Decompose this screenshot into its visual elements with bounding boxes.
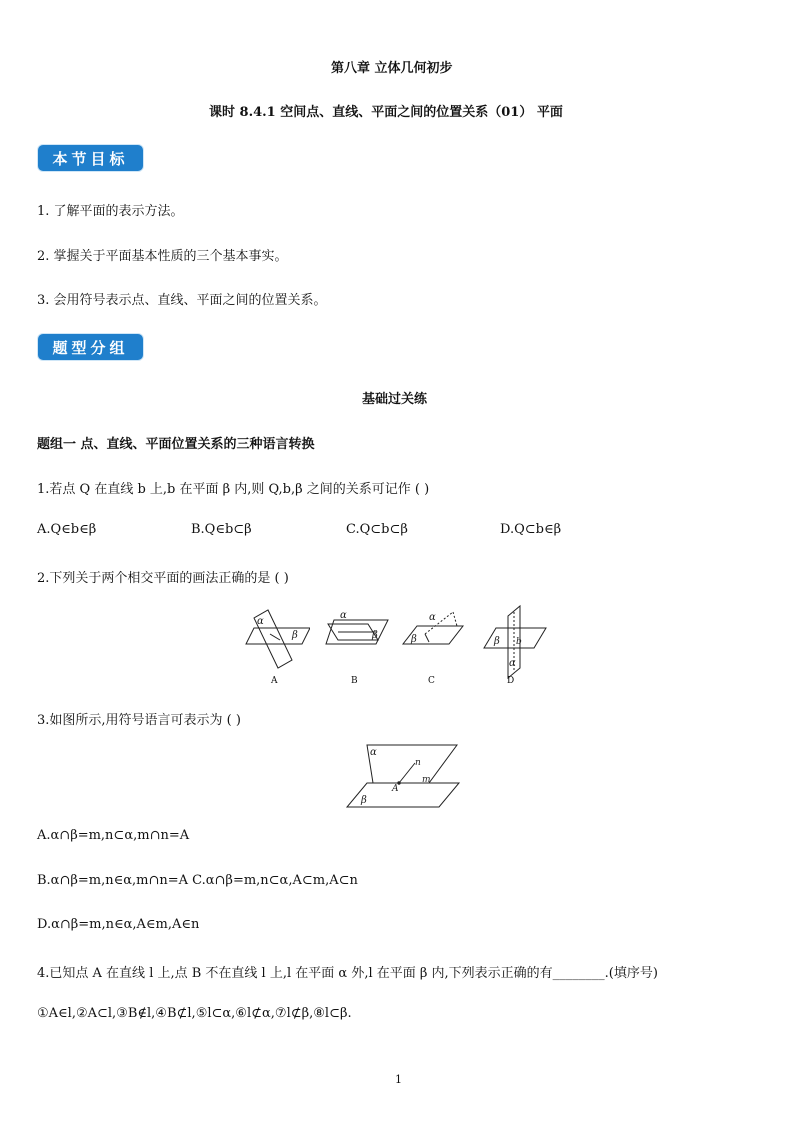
- q3-option-bc: B.α∩β=m,n∈α,m∩n=A C.α∩β=m,n⊂α,A⊂m,A⊂n: [37, 873, 358, 888]
- figure-label-c: C: [428, 676, 435, 686]
- q1-option-b: B.Q∈b⊂β: [191, 522, 252, 537]
- goal-item: 2. 掌握关于平面基本性质的三个基本事实。: [37, 249, 288, 264]
- svg-text:b: b: [516, 637, 522, 647]
- q3-figure: [343, 743, 463, 809]
- beta-label: β: [292, 630, 298, 641]
- section-badge-goals: 本节目标: [38, 145, 143, 171]
- goal-item: 3. 会用符号表示点、直线、平面之间的位置关系。: [37, 293, 327, 308]
- point-a-label: A: [392, 784, 399, 794]
- page-number: 1: [395, 1073, 402, 1086]
- q1-option-c: C.Q⊂b⊂β: [346, 522, 408, 537]
- beta-label: β: [411, 634, 417, 645]
- alpha-label: α: [429, 612, 436, 623]
- q3-option-a: A.α∩β=m,n⊂α,m∩n=A: [37, 828, 190, 843]
- lesson-title: 课时 8.4.1 空间点、直线、平面之间的位置关系（01） 平面: [209, 105, 563, 120]
- section-badge-groups: 题型分组: [38, 334, 143, 360]
- beta-label: β: [372, 630, 378, 641]
- alpha-label: α: [370, 747, 377, 758]
- question-3-stem: 3.如图所示,用符号语言可表示为 ( ): [37, 713, 241, 728]
- q3-option-d: D.α∩β=m,n∈α,A∈m,A∈n: [37, 917, 200, 932]
- q2-figure-b: [322, 604, 390, 690]
- beta-label: β: [494, 636, 500, 647]
- q2-figure-a: [244, 604, 310, 690]
- beta-label: β: [361, 795, 367, 806]
- q1-option-a: A.Q∈b∈β: [37, 522, 97, 537]
- figure-label-d: D: [507, 676, 515, 686]
- goal-item: 1. 了解平面的表示方法。: [37, 204, 184, 219]
- figure-label-b: B: [351, 676, 358, 686]
- m-label: m: [422, 775, 431, 785]
- question-2-stem: 2.下列关于两个相交平面的画法正确的是 ( ): [37, 571, 289, 586]
- alpha-label: α: [509, 658, 516, 669]
- q2-figure-c: [401, 604, 467, 690]
- q1-option-d: D.Q⊂b∈β: [500, 522, 562, 537]
- n-label: n: [415, 758, 421, 768]
- question-4-items: ①A∈l,②A⊂l,③B∉l,④B⊄l,⑤l⊂α,⑥l⊄α,⑦l⊄β,⑧l⊂β.: [37, 1006, 352, 1021]
- figure-label-a: A: [271, 676, 278, 686]
- chapter-title: 第八章 立体几何初步: [331, 61, 453, 76]
- question-4-stem: 4.已知点 A 在直线 l 上,点 B 不在直线 l 上,l 在平面 α 外,l 在平面 β 内,下列表示正确的有________.(填序号): [37, 966, 658, 981]
- q2-figure-d: [480, 604, 550, 690]
- question-1-stem: 1.若点 Q 在直线 b 上,b 在平面 β 内,则 Q,b,β 之间的关系可记作 ( ): [37, 482, 430, 497]
- alpha-label: α: [340, 610, 347, 621]
- alpha-label: α: [257, 616, 264, 627]
- group-title: 题组一 点、直线、平面位置关系的三种语言转换: [37, 437, 315, 452]
- practice-title: 基础过关练: [362, 392, 428, 407]
